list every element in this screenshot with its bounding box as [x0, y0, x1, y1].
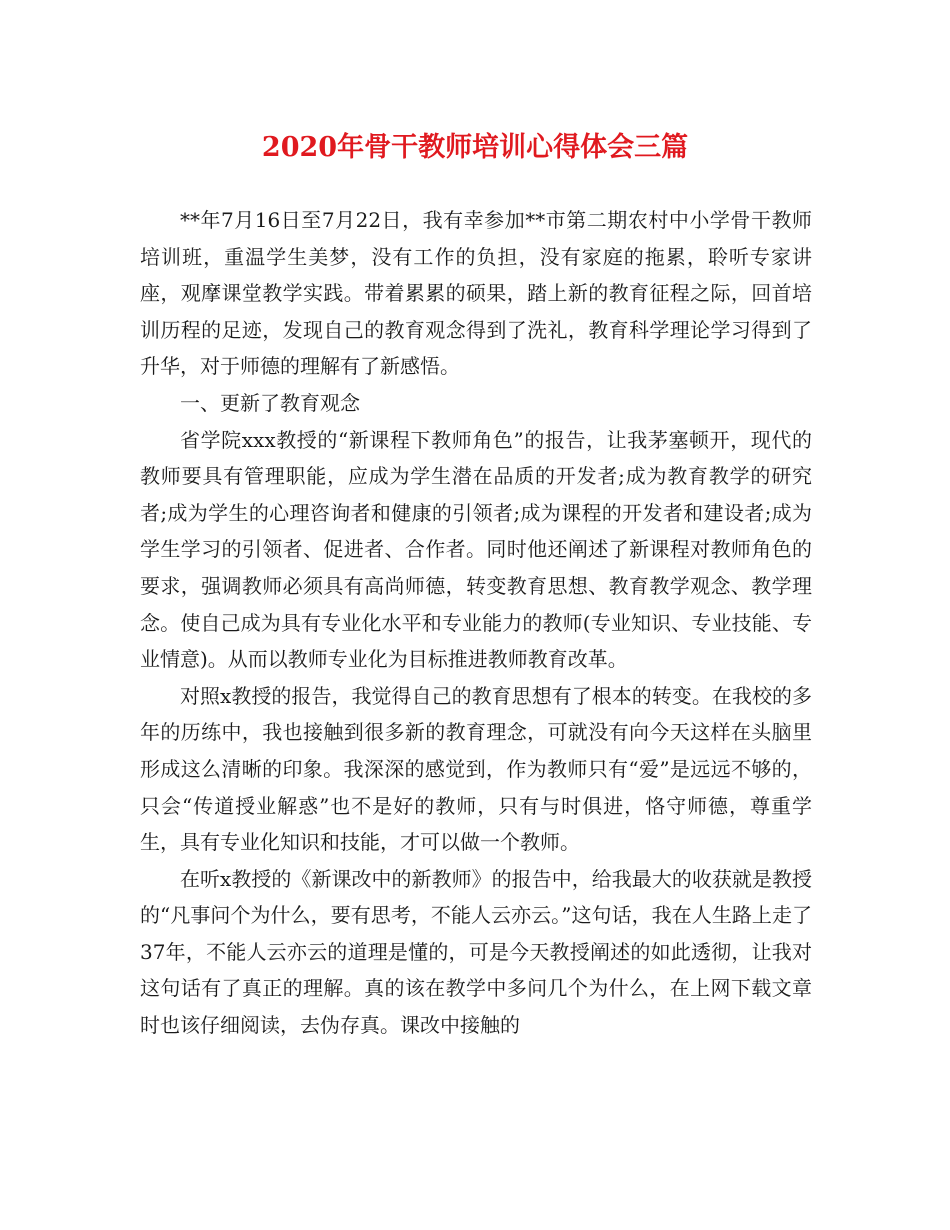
- paragraph-intro: **年7月16日至7月22日，我有幸参加**市第二期农村中小学骨干教师培训班，重温学生美梦，没有工作的负担，没有家庭的拖累，聆听专家讲座，观摩课堂教学实践。带着累累的硕果，踏上新的教育征程之际，回首培训历程的足迹，发现自己的教育观念得到了洗礼，教育科学理论学习得到了升华，对于师德的理解有了新感悟。: [140, 208, 812, 379]
- document-title: 2020年骨干教师培训心得体会三篇: [261, 132, 689, 163]
- paragraph-reflection: 对照x教授的报告，我觉得自己的教育思想有了根本的转变。在我校的多年的历练中，我也接触到很多新的教育理念，可就没有向今天这样在头脑里形成这么清晰的印象。我深深的感觉到，作为教师只有“爱”是远远不够的，只会“传道授业解惑”也不是好的教师，只有与时俱进，恪守师德，尊重学生，具有专业化知识和技能，才可以做一个教师。: [140, 683, 812, 855]
- document-body: [140, 202, 812, 1044]
- paragraph-new-curriculum: 在听x教授的《新课改中的新教师》的报告中，给我最大的收获就是教授的“凡事问个为什么，要有思考，不能人云亦云。”这句话，我在人生路上走了37年，不能人云亦云的道理是懂的，可是今天教授阐述的如此透彻，让我对这句话有了真正的理解。真的该在教学中多问几个为什么，在上网下载文章时也该仔细阅读，去伪存真。课改中接触的: [140, 866, 812, 1038]
- paragraph-teacher-role: 省学院xxx教授的“新课程下教师角色”的报告，让我茅塞顿开，现代的教师要具有管理职能，应成为学生潜在品质的开发者;成为教育教学的研究者;成为学生的心理咨询者和健康的引领者;成为课程的开发者和建设者;成为学生学习的引领者、促进者、合作者。同时他还阐述了新课程对教师角色的要求，强调教师必须具有高尚师德，转变教育思想、教育教学观念、教学理念。使自己成为具有专业化水平和专业能力的教师(专业知识、专业技能、专业情意)。从而以教师专业化为目标推进教师教育改革。: [140, 427, 812, 672]
- section-heading: 一、更新了教育观念: [180, 390, 360, 415]
